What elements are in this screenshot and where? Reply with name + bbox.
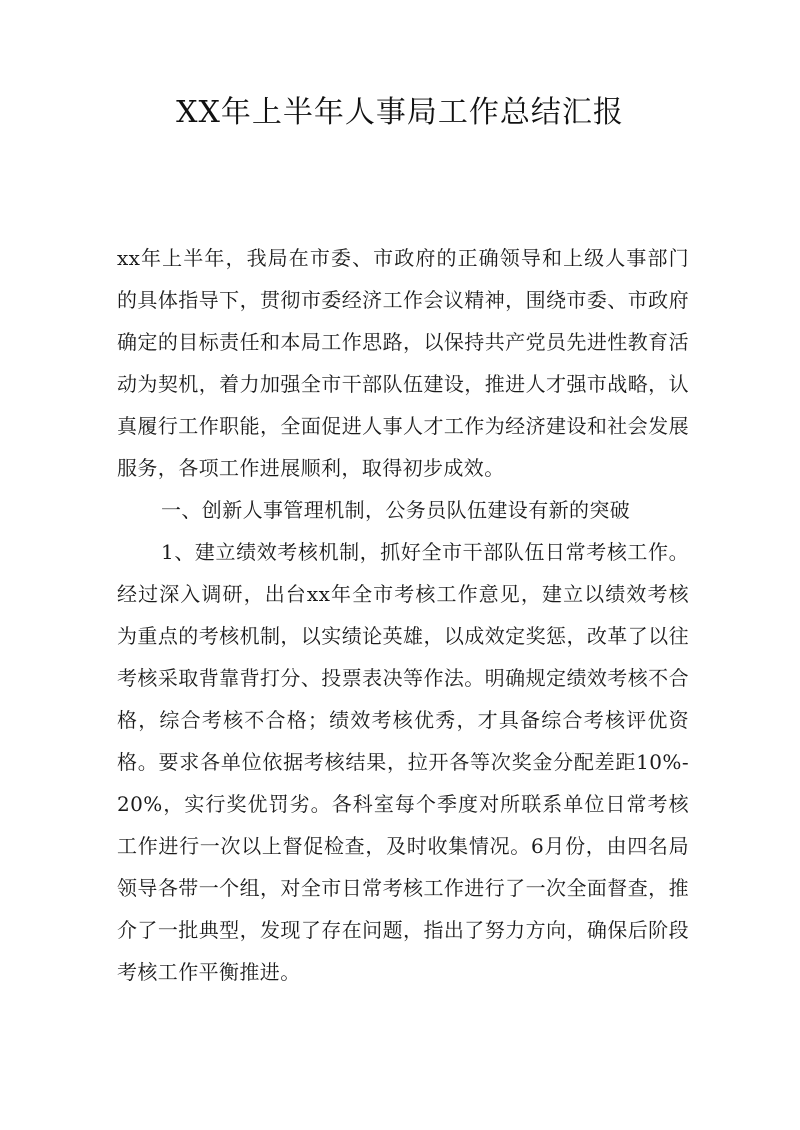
body-paragraph: 1、建立绩效考核机制，抓好全市干部队伍日常考核工作。经过深入调研，出台xx年全市考核工作意见，建立以绩效考核为重点的考核机制，以实绩论英雄，以成效定奖惩，改革了以往考核采取背靠背打分、投票表决等作法。明确规定绩效考核不合格，综合考核不合格；绩效考核优秀，才具备综合考核评优资格。要求各单位依据考核结果，拉开各等次奖金分配差距10%-20%，实行奖优罚劣。各科室每个季度对所联系单位日常考核工作进行一次以上督促检查，及时收集情况。6月份，由四名局领导各带一个组，对全市日常考核工作进行了一次全面督查，推介了一批典型，发现了存在问题，指出了努力方向，确保后阶段考核工作平衡推进。 [117,540,689,984]
document-title: XX年上半年人事局工作总结汇报 [176,95,624,130]
intro-paragraph: xx年上半年，我局在市委、市政府的正确领导和上级人事部门的具体指导下，贯彻市委经济工作会议精神，围绕市委、市政府确定的目标责任和本局工作思路，以保持共产党员先进性教育活动为契机，着力加强全市干部队伍建设，推进人才强市战略，认真履行工作职能，全面促进人事人才工作为经济建设和社会发展服务，各项工作进展顺利，取得初步成效。 [117,246,689,480]
section-heading: 一、创新人事管理机制，公务员队伍建设有新的突破 [161,498,631,522]
document-body [117,237,689,993]
